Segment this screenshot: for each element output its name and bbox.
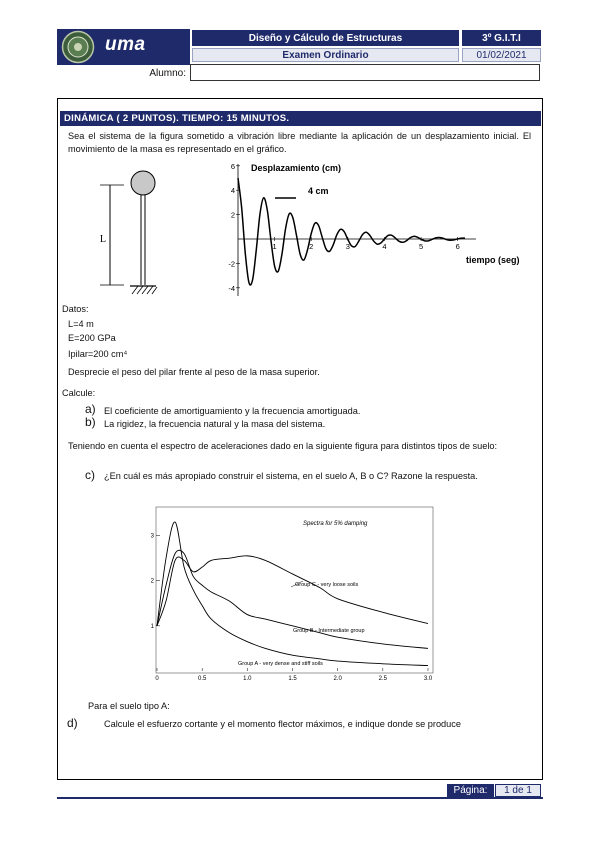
displacement-curve — [238, 178, 465, 285]
y-tick-label: 2 — [230, 210, 235, 220]
x-tick-label: 3.0 — [423, 676, 433, 682]
datos-item: L=4 m — [68, 319, 94, 329]
intro-text: Sea el sistema de la figura sometido a vibración libre mediante la aplicación de un desplazamiento inicial. El movimiento de la masa es representado en el gráfico. — [68, 131, 531, 154]
x-tick-label: 2 — [309, 242, 314, 251]
y-tick-label: 2 — [150, 578, 154, 585]
page-label: Página: — [447, 784, 494, 797]
question-b-label: b) — [85, 415, 96, 429]
y-tick-label: 1 — [150, 623, 154, 630]
ground-hatch — [132, 286, 157, 294]
section-title: DINÁMICA ( 2 PUNTOS). TIEMPO: 15 MINUTOS. — [60, 111, 541, 126]
x-tick-label: 0 — [155, 676, 159, 682]
x-tick-label: 5 — [418, 242, 424, 251]
group-b-label: Group B - Intermediate group — [293, 628, 365, 634]
y-tick-label: 4 — [230, 186, 235, 196]
x-tick-label: 6 — [455, 242, 460, 251]
x-tick-label: 1.0 — [243, 676, 252, 682]
x-tick-label: 4 — [382, 242, 387, 251]
y-tick-label: 6 — [230, 161, 235, 171]
question-a-label: a) — [85, 402, 96, 416]
x-axis-label: tiempo (seg) — [466, 255, 520, 265]
y-tick-label: -4 — [228, 283, 235, 293]
group-a-label: Group A - very dense and stiff soils — [238, 661, 323, 667]
question-d-text: Calcule el esfuerzo cortante y el momento flector máximos, e indique donde se produce — [104, 719, 461, 729]
university-seal-icon — [61, 30, 95, 64]
mass-ball — [131, 171, 155, 195]
university-logo — [57, 29, 190, 65]
datos-heading: Datos: — [62, 304, 89, 314]
x-tick-label: 3 — [345, 242, 350, 251]
logo-text: uma — [105, 34, 146, 55]
student-name-field[interactable] — [190, 64, 540, 81]
plot-border — [156, 507, 433, 673]
suelo-a-text: Para el suelo tipo A: — [88, 701, 170, 711]
student-label: Alumno: — [149, 68, 186, 79]
amplitude-annotation: 4 cm — [308, 186, 329, 196]
course-code: 3º G.I.T.I — [462, 30, 541, 46]
group-c-label: Group C - very loose soils — [295, 582, 359, 588]
question-c-text: ¿En cuál es más apropiado construir el sistema, en el suelo A, B o C? Razone la respuesta. — [104, 471, 478, 481]
x-tick-label: 1 — [272, 242, 277, 251]
spectrum-title: Spectra for 5% damping — [303, 521, 368, 527]
x-tick-label: 1.5 — [288, 676, 297, 682]
spectrum-intro: Teniendo en cuenta el espectro de aceleraciones dado en la siguiente figura para distintos tipos de suelo: — [68, 441, 498, 451]
exam-date: 01/02/2021 — [462, 48, 541, 62]
column-length-label: L — [99, 234, 106, 245]
x-tick-label: 2.5 — [378, 676, 388, 682]
question-b-text: La rigidez, la frecuencia natural y la masa del sistema. — [104, 419, 326, 429]
y-tick-label: -2 — [228, 259, 235, 269]
exam-type: Examen Ordinario — [192, 48, 459, 62]
course-title: Diseño y Cálculo de Estructuras — [192, 30, 459, 46]
page-number: 1 de 1 — [495, 784, 541, 797]
footer-rule — [57, 797, 543, 799]
x-tick-label: 0.5 — [197, 676, 207, 682]
column-mass-figure — [92, 168, 162, 302]
y-tick-label: 3 — [150, 533, 154, 540]
question-a-text: El coeficiente de amortiguamiento y la frecuencia amortiguada. — [104, 406, 361, 416]
datos-item: Ipilar=200 cm⁴ — [68, 349, 128, 359]
displacement-chart — [226, 160, 531, 300]
datos-note: Desprecie el peso del pilar frente al peso de la masa superior. — [68, 367, 320, 377]
question-c-label: c) — [85, 468, 95, 482]
x-tick-label: 2.0 — [333, 676, 342, 682]
response-spectrum-chart — [143, 505, 438, 685]
question-d-label: d) — [67, 716, 78, 730]
datos-item: E=200 GPa — [68, 333, 116, 343]
chart-title: Desplazamiento (cm) — [251, 163, 342, 173]
calcule-heading: Calcule: — [62, 388, 96, 398]
